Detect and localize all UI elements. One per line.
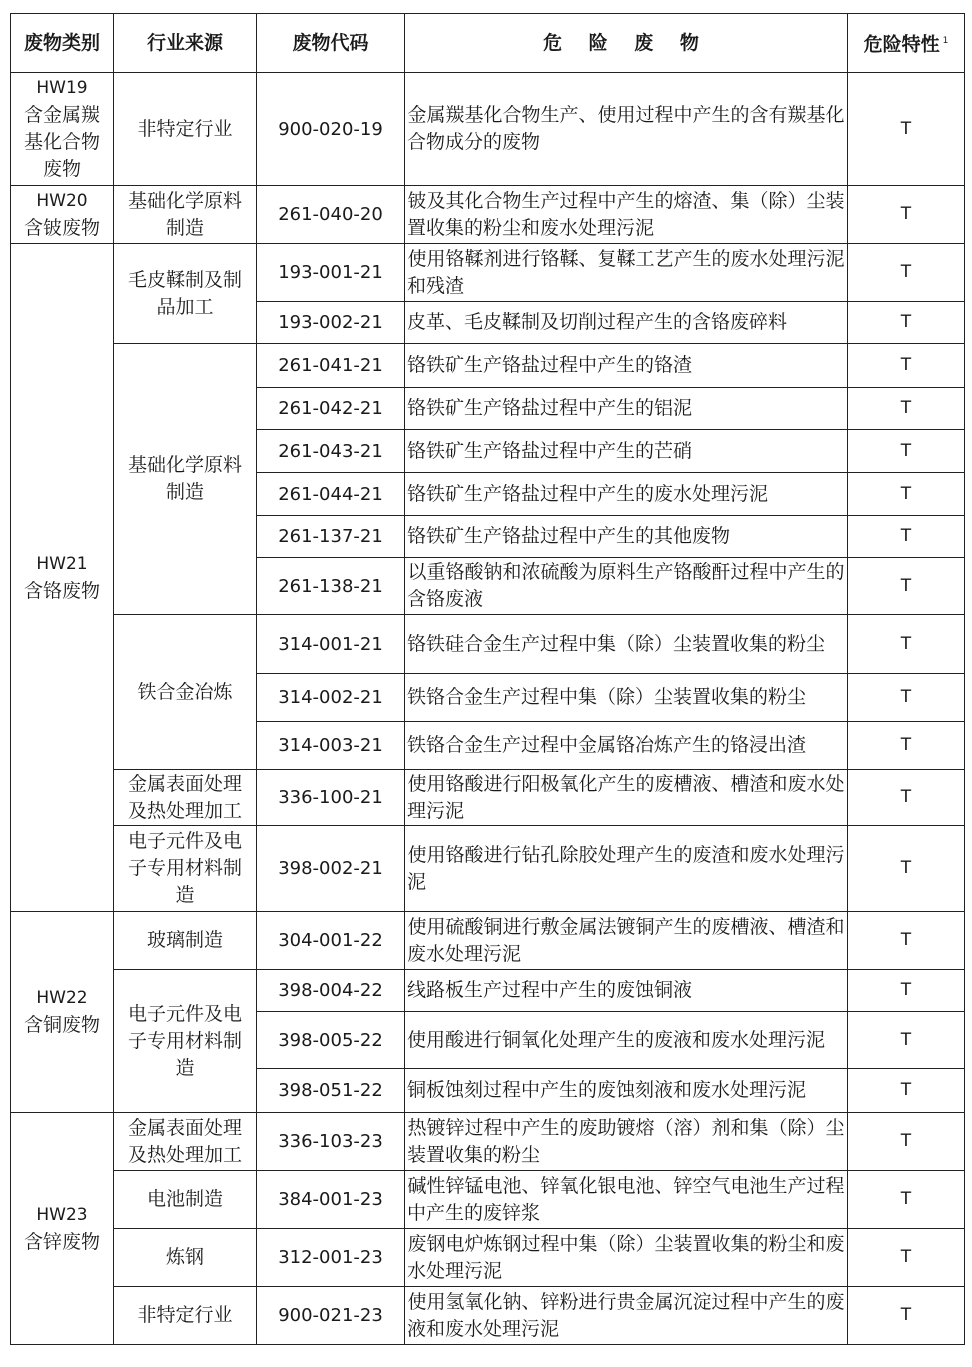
- waste-description-cell: 使用酸进行铜氧化处理产生的废液和废水处理污泥: [405, 1012, 848, 1069]
- waste-description-cell: 铬铁矿生产铬盐过程中产生的废水处理污泥: [405, 473, 848, 516]
- table-row: [11, 244, 965, 302]
- hazard-cell: T: [848, 302, 965, 344]
- industry-cell: [114, 344, 257, 615]
- table-row: [11, 1229, 965, 1287]
- hazard-cell: T: [848, 186, 965, 244]
- hazard-cell: T: [848, 344, 965, 388]
- table-row: [11, 1113, 965, 1171]
- industry-label: 非特定行业: [137, 117, 233, 140]
- industry-label: 非特定行业: [137, 1304, 233, 1326]
- industry-cell: [114, 826, 257, 912]
- waste-description-cell: 铬铁矿生产铬盐过程中产生的芒硝: [405, 430, 848, 473]
- waste-description-cell: 废钢电炉炼钢过程中集（除）尘装置收集的粉尘和废水处理污泥: [405, 1229, 848, 1287]
- waste-description-cell: 铍及其化合物生产过程中产生的熔渣、集（除）尘装置收集的粉尘和废水处理污泥: [405, 186, 848, 244]
- header-code: 废物代码: [257, 14, 405, 73]
- waste-description-cell: 使用硫酸铜进行敷金属法镀铜产生的废槽液、槽渣和废水处理污泥: [405, 912, 848, 970]
- hazard-cell: T: [848, 674, 965, 722]
- waste-code-cell: 261-043-21: [257, 430, 405, 473]
- waste-description-cell: 皮革、毛皮鞣制及切削过程产生的含铬废碎料: [405, 302, 848, 344]
- hazard-cell: T: [848, 1229, 965, 1287]
- waste-description-cell: 铬铁矿生产铬盐过程中产生的铝泥: [405, 388, 848, 430]
- waste-code-cell: 261-041-21: [257, 344, 405, 388]
- waste-code-cell: 900-021-23: [257, 1287, 405, 1345]
- footnote-marker: 1: [942, 35, 949, 46]
- waste-description-cell: 碱性锌锰电池、锌氧化银电池、锌空气电池生产过程中产生的废锌浆: [405, 1171, 848, 1229]
- hazard-cell: T: [848, 1287, 965, 1345]
- waste-code-cell: 261-040-20: [257, 186, 405, 244]
- category-code: HW19: [36, 78, 88, 98]
- waste-description-cell: 使用氢氧化钠、锌粉进行贵金属沉淀过程中产生的废液和废水处理污泥: [405, 1287, 848, 1345]
- waste-description-cell: 以重铬酸钠和浓硫酸为原料生产铬酸酐过程中产生的含铬废液: [405, 558, 848, 615]
- hazard-cell: T: [848, 770, 965, 826]
- waste-code-cell: 314-002-21: [257, 674, 405, 722]
- industry-label: 基础化学原料 制造: [127, 454, 242, 503]
- hazard-cell: T: [848, 473, 965, 516]
- waste-code-cell: 398-051-22: [257, 1069, 405, 1113]
- industry-cell: [114, 186, 257, 244]
- header-industry: 行业来源: [114, 14, 257, 73]
- waste-code-cell: 193-002-21: [257, 302, 405, 344]
- industry-label: 电子元件及电 子专用材料制 造: [127, 1002, 242, 1079]
- waste-description-cell: 铬铁矿生产铬盐过程中产生的铬渣: [405, 344, 848, 388]
- industry-cell: [114, 1113, 257, 1171]
- waste-description-cell: 使用铬酸进行阳极氧化产生的废槽液、槽渣和废水处理污泥: [405, 770, 848, 826]
- hazard-cell: T: [848, 1069, 965, 1113]
- waste-description-cell: 金属羰基化合物生产、使用过程中产生的含有羰基化合物成分的废物: [405, 73, 848, 186]
- industry-label: 炼钢: [165, 1246, 204, 1268]
- waste-code-cell: 312-001-23: [257, 1229, 405, 1287]
- category-cell: [11, 912, 114, 1113]
- waste-code-cell: 261-137-21: [257, 516, 405, 558]
- category-name: 含铜废物: [23, 1014, 100, 1036]
- industry-cell: [114, 73, 257, 186]
- industry-cell: [114, 1229, 257, 1287]
- waste-code-cell: 398-005-22: [257, 1012, 405, 1069]
- hazard-cell: T: [848, 73, 965, 186]
- waste-description-cell: 使用铬鞣剂进行铬鞣、复鞣工艺产生的废水处理污泥和残渣: [405, 244, 848, 302]
- header-hazard: 危险特性 $^1$: [848, 14, 965, 73]
- waste-description-cell: 铁铬合金生产过程中集（除）尘装置收集的粉尘: [405, 674, 848, 722]
- industry-label: 玻璃制造: [146, 929, 223, 951]
- table-row: [11, 1287, 965, 1345]
- hazard-cell: T: [848, 1012, 965, 1069]
- industry-cell: [114, 912, 257, 970]
- header-category: 废物类别: [11, 14, 114, 73]
- table-row: [11, 912, 965, 970]
- waste-description-cell: 热镀锌过程中产生的废助镀熔（溶）剂和集（除）尘装置收集的粉尘: [405, 1113, 848, 1171]
- table-row: [11, 770, 965, 826]
- waste-code-cell: 314-001-21: [257, 615, 405, 674]
- waste-description-cell: 线路板生产过程中产生的废蚀铜液: [405, 970, 848, 1012]
- industry-cell: [114, 770, 257, 826]
- category-code: HW23: [36, 1204, 88, 1225]
- hazard-cell: T: [848, 430, 965, 473]
- table-row: [11, 73, 965, 186]
- waste-code-cell: 261-044-21: [257, 473, 405, 516]
- industry-label: 毛皮鞣制及制 品加工: [127, 268, 242, 318]
- waste-code-cell: 261-042-21: [257, 388, 405, 430]
- table-header-row: [11, 14, 965, 73]
- category-cell: [11, 73, 114, 186]
- waste-code-cell: 304-001-22: [257, 912, 405, 970]
- waste-code-cell: 314-003-21: [257, 722, 405, 770]
- table-row: [11, 970, 965, 1012]
- waste-description-cell: 铬铁矿生产铬盐过程中产生的其他废物: [405, 516, 848, 558]
- waste-description-cell: 使用铬酸进行钻孔除胶处理产生的废渣和废水处理污泥: [405, 826, 848, 912]
- table-row: [11, 826, 965, 912]
- category-name: 含铬废物: [23, 579, 100, 602]
- industry-cell: [114, 244, 257, 344]
- hazard-cell: T: [848, 388, 965, 430]
- industry-label: 金属表面处理 及热处理加工: [127, 772, 242, 822]
- industry-label: 基础化学原料 制造: [127, 189, 242, 239]
- industry-cell: [114, 1287, 257, 1345]
- category-cell: [11, 1113, 114, 1345]
- category-name: 含铍废物: [23, 216, 100, 239]
- hazardous-waste-table: [10, 13, 965, 1345]
- category-name: 含金属羰 基化合物 废物: [23, 104, 100, 180]
- waste-code-cell: 336-100-21: [257, 770, 405, 826]
- industry-cell: [114, 970, 257, 1113]
- industry-label: 电池制造: [146, 1188, 223, 1210]
- hazard-cell: T: [848, 558, 965, 615]
- category-code: HW20: [36, 190, 88, 211]
- category-code: HW22: [36, 988, 88, 1008]
- hazard-cell: T: [848, 615, 965, 674]
- hazard-cell: T: [848, 826, 965, 912]
- waste-code-cell: 900-020-19: [257, 73, 405, 186]
- table-row: [11, 344, 965, 388]
- industry-label: 电子元件及电 子专用材料制 造: [127, 830, 242, 906]
- waste-code-cell: 398-004-22: [257, 970, 405, 1012]
- industry-label: 铁合金冶炼: [137, 680, 233, 703]
- hazard-cell: T: [848, 516, 965, 558]
- table-row: [11, 186, 965, 244]
- category-cell: [11, 186, 114, 244]
- table-row: [11, 1171, 965, 1229]
- waste-description-cell: 铜板蚀刻过程中产生的废蚀刻液和废水处理污泥: [405, 1069, 848, 1113]
- header-waste: 危 险 废 物: [405, 14, 848, 73]
- waste-code-cell: 398-002-21: [257, 826, 405, 912]
- table-row: [11, 615, 965, 674]
- waste-code-cell: 193-001-21: [257, 244, 405, 302]
- industry-cell: [114, 1171, 257, 1229]
- industry-cell: [114, 615, 257, 770]
- category-name: 含锌废物: [23, 1230, 100, 1253]
- industry-label: 金属表面处理 及热处理加工: [127, 1116, 242, 1166]
- waste-code-cell: 336-103-23: [257, 1113, 405, 1171]
- hazard-cell: T: [848, 722, 965, 770]
- waste-code-cell: 384-001-23: [257, 1171, 405, 1229]
- category-cell: [11, 244, 114, 912]
- category-code: HW21: [36, 553, 88, 574]
- waste-code-cell: 261-138-21: [257, 558, 405, 615]
- table-body: [11, 73, 965, 1345]
- hazard-cell: T: [848, 244, 965, 302]
- hazard-cell: T: [848, 912, 965, 970]
- waste-description-cell: 铬铁硅合金生产过程中集（除）尘装置收集的粉尘: [405, 615, 848, 674]
- hazard-cell: T: [848, 1113, 965, 1171]
- hazard-cell: T: [848, 1171, 965, 1229]
- hazard-cell: T: [848, 970, 965, 1012]
- waste-description-cell: 铁铬合金生产过程中金属铬冶炼产生的铬浸出渣: [405, 722, 848, 770]
